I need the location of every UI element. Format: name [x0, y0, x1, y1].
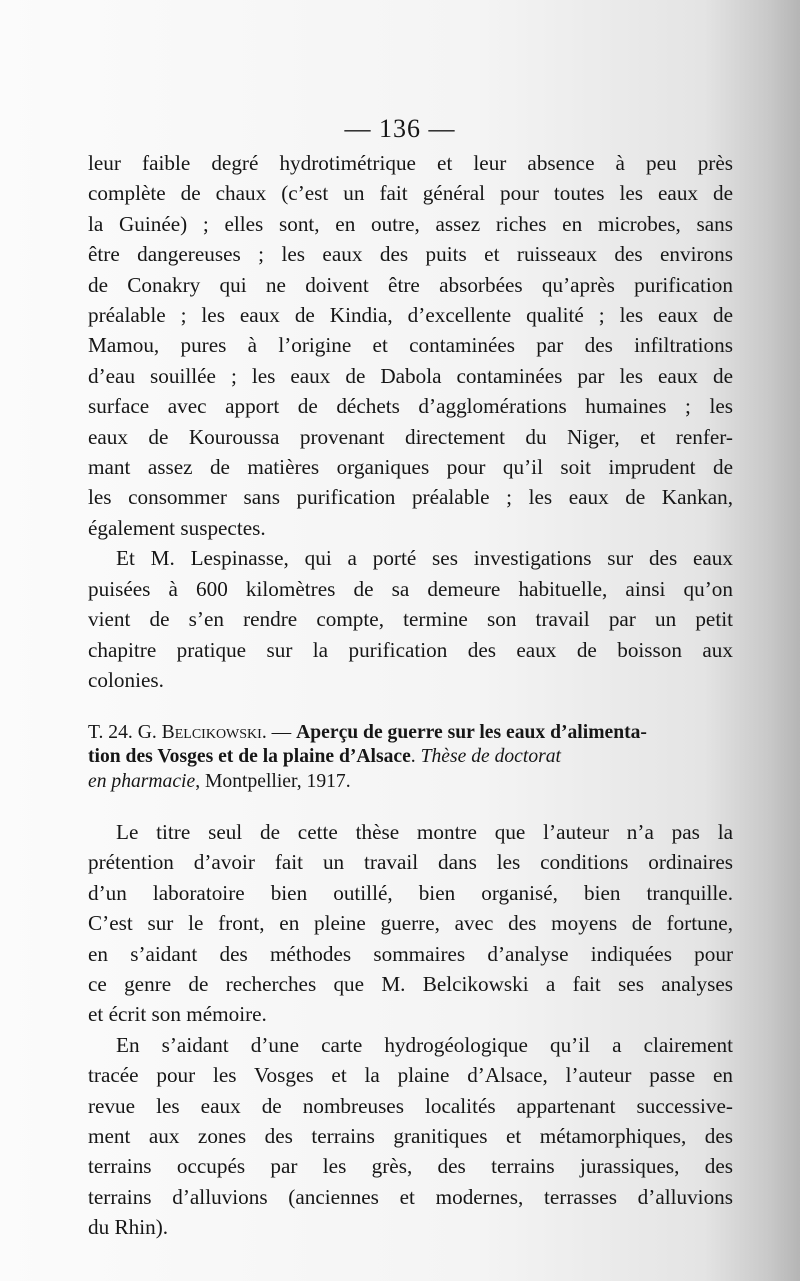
text-line: les consommer sans purification préalable ; les eaux de Kankan,: [88, 485, 733, 510]
entry-place: , Montpellier, 1917.: [195, 770, 351, 792]
entry-line-1: [88, 721, 788, 745]
entry-title-line1: Aperçu de guerre sur les eaux d’alimenta-: [296, 722, 647, 743]
entry-period: .: [410, 746, 421, 768]
entry-thesis: Thèse de doctorat: [420, 746, 561, 768]
text-line: en s’aidant des méthodes sommaires d’analyse indiquées pour: [88, 941, 733, 966]
text-line: du Rhin).: [88, 1215, 169, 1240]
text-line: de Conakry qui ne doivent être absorbées qu’après purification: [88, 272, 733, 297]
text-line: terrains d’alluvions (anciennes et modernes, terrasses d’alluvions: [88, 1184, 733, 1209]
text-line: Le titre seul de cette thèse montre que l’auteur n’a pas la: [116, 820, 733, 844]
text-line: préalable ; les eaux de Kindia, d’excellente qualité ; les eaux de: [88, 303, 733, 328]
entry-dash: . —: [261, 722, 297, 743]
text-line: être dangereuses ; les eaux des puits et ruisseaux des environs: [88, 242, 733, 267]
text-line: d’eau souillée ; les eaux de Dabola contaminées par les eaux de: [88, 363, 733, 388]
text-line: prétention d’avoir fait un travail dans les conditions ordinaires: [88, 850, 733, 875]
text-line: ment aux zones des terrains granitiques et métamorphiques, des: [88, 1124, 733, 1149]
text-line: mant assez de matières organiques pour qu’il soit imprudent de: [88, 455, 733, 480]
text-line: la Guinée) ; elles sont, en outre, assez riches en microbes, sans: [88, 211, 733, 236]
entry-ref: T. 24. G.: [88, 722, 162, 743]
page-number: — 136 —: [344, 114, 456, 143]
entry-thesis-cont: en pharmacie: [88, 770, 196, 792]
body-text-bottom: [88, 817, 733, 1243]
text-line: revue les eaux de nombreuses localités appartenant successive-: [88, 1093, 733, 1118]
text-line: d’un laboratoire bien outillé, bien organisé, bien tranquille.: [88, 880, 733, 905]
text-line: leur faible degré hydrotimétrique et leur absence à peu près: [88, 151, 733, 175]
text-line: Et M. Lespinasse, qui a porté ses investigations sur des eaux: [116, 546, 733, 571]
text-line: tracée pour les Vosges et la plaine d’Alsace, l’auteur passe en: [88, 1063, 733, 1088]
text-line: également suspectes.: [88, 515, 266, 540]
text-line: et écrit son mémoire.: [88, 1002, 267, 1027]
text-line: terrains occupés par les grès, des terrains jurassiques, des: [88, 1154, 733, 1179]
entry-line-3: [88, 770, 788, 794]
text-line: C’est sur le front, en pleine guerre, avec des moyens de fortune,: [88, 911, 733, 936]
text-line: ce genre de recherches que M. Belcikowski a fait ses analyses: [88, 972, 733, 997]
text-line: vient de s’en rendre compte, termine son travail par un petit: [88, 607, 733, 632]
text-line: eaux de Kouroussa provenant directement du Niger, et renfer-: [88, 424, 733, 449]
text-line: complète de chaux (c’est un fait général pour toutes les eaux de: [88, 181, 733, 206]
entry-title-line2: tion des Vosges et de la plaine d’Alsace: [88, 746, 411, 768]
text-line: En s’aidant d’une carte hydrogéologique qu’il a clairement: [116, 1032, 733, 1057]
text-line: surface avec apport de déchets d’agglomérations humaines ; les: [88, 394, 733, 419]
entry-author: Belcikowski: [161, 722, 262, 743]
text-line: chapitre pratique sur la purification des eaux de boisson aux: [88, 637, 733, 662]
text-line: puisées à 600 kilomètres de sa demeure habituelle, ainsi qu’on: [88, 576, 733, 601]
entry-line-2: [88, 745, 788, 769]
text-line: colonies.: [88, 667, 164, 692]
text-line: Mamou, pures à l’origine et contaminées par des infiltrations: [88, 333, 733, 358]
body-text-top: [88, 148, 733, 695]
bibliography-entry: [88, 721, 788, 794]
